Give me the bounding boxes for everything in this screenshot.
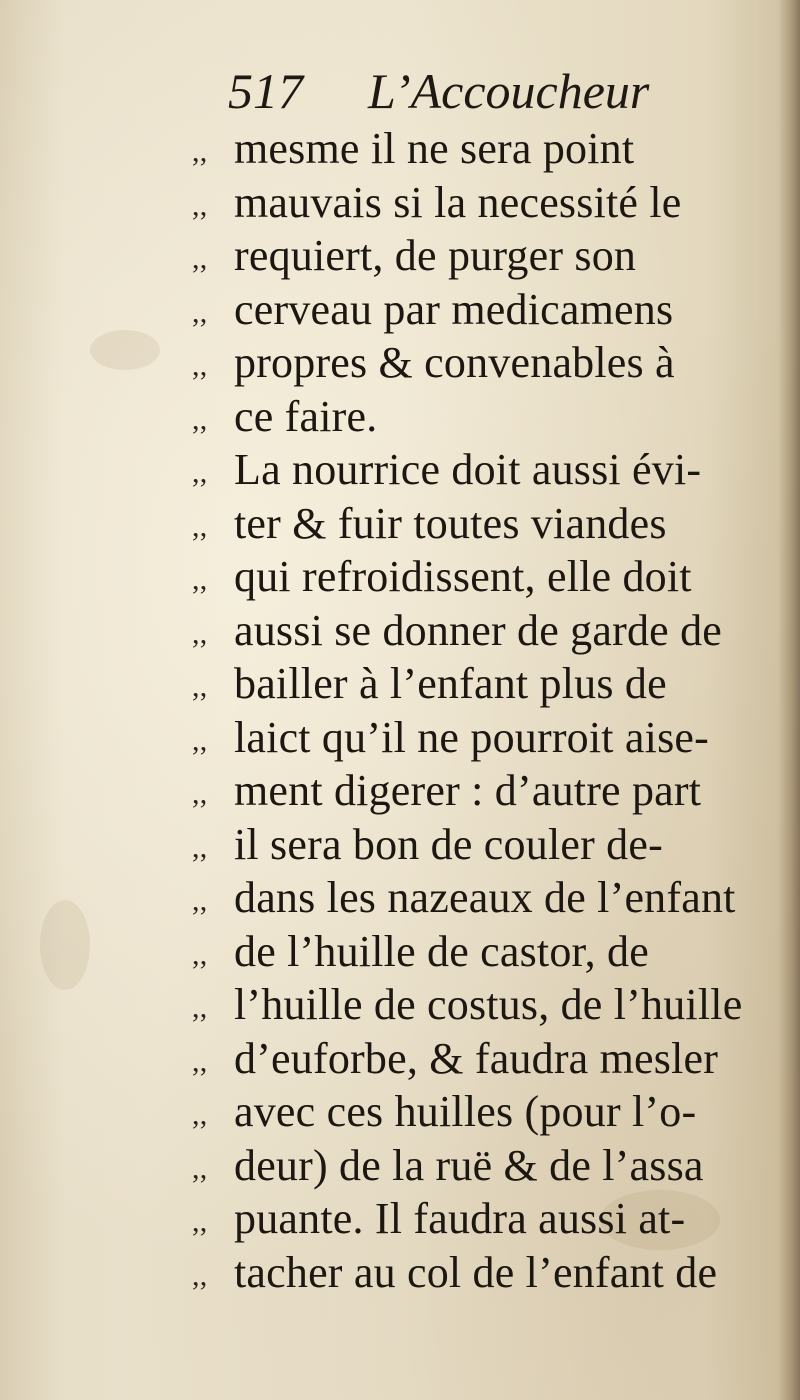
page-number: 517 [228,63,303,119]
quotation-mark: ,, [192,349,208,382]
line-text: laict qu’il ne pourroit aise- [234,712,709,762]
text-line [192,657,782,711]
text-line [192,604,782,658]
quotation-mark: ,, [192,242,208,275]
paper-stain [40,900,90,990]
quotation-mark: ,, [192,616,208,650]
line-text: l’huille de costus, de l’huille [234,980,743,1029]
line-text: requiert, de purger son [234,231,637,280]
quotation-mark: ,, [192,884,208,917]
quotation-mark: ,, [192,1044,208,1078]
quotation-mark: ,, [192,456,208,489]
text-line [192,871,782,925]
line-text: avec ces huilles (pour l’o- [234,1087,697,1136]
text-line [192,1246,782,1300]
text-line [192,550,782,604]
text-line [192,711,782,765]
line-text: ment digerer : d’autre part [234,766,702,815]
line-text: d’euforbe, & faudra mesler [234,1033,719,1083]
quotation-mark: ,, [192,402,208,436]
quotation-mark: ,, [192,1098,208,1131]
text-line [192,764,782,818]
line-text: ce faire. [234,391,378,441]
quotation-mark: ,, [192,188,208,222]
text-line [192,443,782,497]
line-text: mauvais si la necessité le [234,177,682,227]
quotation-mark: ,, [192,670,208,703]
line-text: dans les nazeaux de l’enfant [234,873,736,922]
paper-stain [90,330,160,370]
text-line [192,1085,782,1139]
text-line [192,1192,782,1246]
line-text: de l’huille de castor, de [234,926,649,976]
line-text: tacher au col de l’enfant de [234,1247,718,1297]
quotation-mark: ,, [192,509,208,543]
line-text: mesme il ne sera point [234,124,635,173]
text-line [192,122,782,176]
body-text [192,122,782,1299]
quotation-mark: ,, [192,135,208,168]
quotation-mark: ,, [192,991,208,1024]
text-line [192,818,782,872]
text-line [192,229,782,283]
text-line [192,1032,782,1086]
quotation-mark: ,, [192,295,208,329]
text-line [192,1139,782,1193]
quotation-mark: ,, [192,1258,208,1292]
quotation-mark: ,, [192,1205,208,1238]
line-text: puante. Il faudra aussi at- [234,1194,686,1243]
quotation-mark: ,, [192,723,208,757]
line-text: propres & convenables à [234,338,675,387]
line-text: qui refroidissent, elle doit [234,552,692,601]
quotation-mark: ,, [192,830,208,864]
quotation-mark: ,, [192,563,208,596]
quotation-mark: ,, [192,777,208,810]
line-text: cerveau par medicamens [234,284,674,334]
running-title: L’Accoucheur [368,63,650,119]
quotation-mark: ,, [192,937,208,971]
text-line [192,336,782,390]
text-line [192,283,782,337]
line-text: deur) de la ruë & de l’assa [234,1140,704,1190]
text-line [192,925,782,979]
line-text: aussi se donner de garde de [234,605,723,655]
text-line [192,176,782,230]
line-text: ter & fuir toutes viandes [234,498,667,548]
text-line [192,978,782,1032]
line-text: il sera bon de couler de- [234,819,663,869]
text-line [192,497,782,551]
text-line [192,390,782,444]
quotation-mark: ,, [192,1151,208,1185]
line-text: La nourrice doit aussi évi- [234,445,702,494]
line-text: bailler à l’enfant plus de [234,659,667,708]
